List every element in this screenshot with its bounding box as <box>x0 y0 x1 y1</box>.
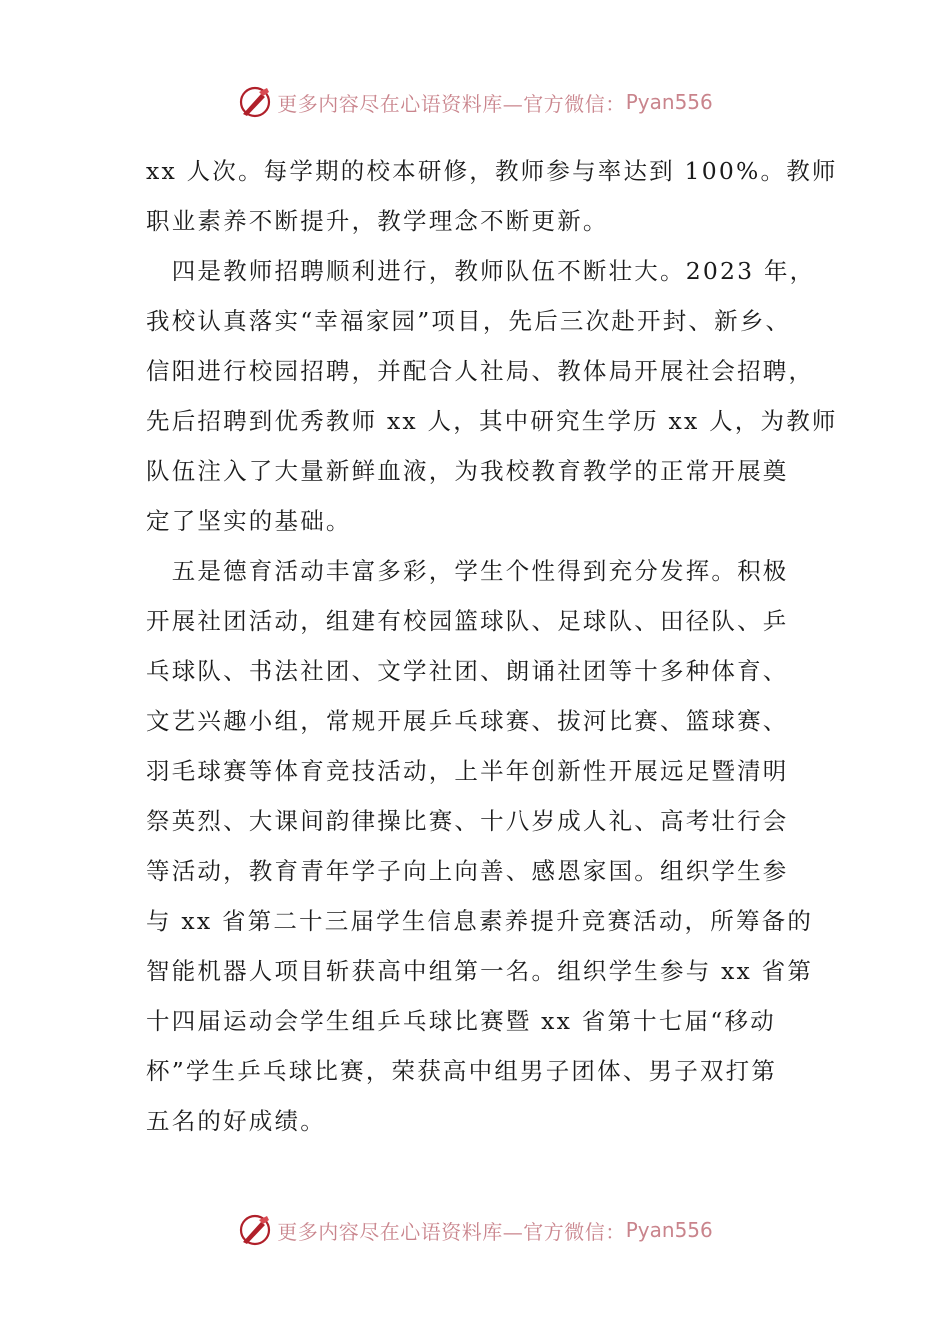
text-line: 先后招聘到优秀教师 xx 人，其中研究生学历 xx 人，为教师 <box>146 407 838 435</box>
text-line: 职业素养不断提升，教学理念不断更新。 <box>146 207 609 235</box>
text-line: 定了坚实的基础。 <box>146 507 352 535</box>
text-line: 文艺兴趣小组，常规开展乒乓球赛、拔河比赛、篮球赛、 <box>146 707 789 735</box>
document-body <box>146 146 838 1146</box>
text-line: 杯”学生乒乓球比赛，荣获高中组男子团体、男子双打第 <box>146 1057 778 1085</box>
footer-wechat-id: Pyan556 <box>625 1218 713 1242</box>
text-line: 智能机器人项目斩获高中组第一名。组织学生参与 xx 省第 <box>146 957 814 985</box>
text-line: 我校认真落实“幸福家园”项目，先后三次赴开封、新乡、 <box>146 307 792 335</box>
text-line: 五是德育活动丰富多彩，学生个性得到充分发挥。积极 <box>146 557 789 585</box>
header-banner-text: 更多内容尽在心语资料库—官方微信： <box>277 91 626 116</box>
text-line: 等活动，教育青年学子向上向善、感恩家国。组织学生参 <box>146 857 789 885</box>
text-line: 四是教师招聘顺利进行，教师队伍不断壮大。2023 年， <box>146 257 816 285</box>
text-line: 乓球队、书法社团、文学社团、朗诵社团等十多种体育、 <box>146 657 789 685</box>
text-line: 五名的好成绩。 <box>146 1107 326 1135</box>
text-line: 十四届运动会学生组乒乓球比赛暨 xx 省第十七届“移动 <box>146 1007 776 1035</box>
text-line: 羽毛球赛等体育竞技活动，上半年创新性开展远足暨清明 <box>146 757 789 785</box>
footer-banner-text: 更多内容尽在心语资料库—官方微信： <box>277 1219 626 1244</box>
header-banner <box>0 82 950 122</box>
text-line: 祭英烈、大课间韵律操比赛、十八岁成人礼、高考壮行会 <box>146 807 789 835</box>
text-line: 开展社团活动，组建有校园篮球队、足球队、田径队、乒 <box>146 607 789 635</box>
header-wechat-id: Pyan556 <box>625 90 713 114</box>
pen-circle-logo-icon <box>237 84 273 120</box>
text-line: 与 xx 省第二十三届学生信息素养提升竞赛活动，所筹备的 <box>146 907 814 935</box>
footer-banner <box>0 1210 950 1250</box>
text-line: xx 人次。每学期的校本研修，教师参与率达到 100%。教师 <box>146 157 838 185</box>
text-line: 队伍注入了大量新鲜血液，为我校教育教学的正常开展奠 <box>146 457 789 485</box>
text-line: 信阳进行校园招聘，并配合人社局、教体局开展社会招聘， <box>146 357 815 385</box>
pen-circle-logo-icon <box>237 1212 273 1248</box>
